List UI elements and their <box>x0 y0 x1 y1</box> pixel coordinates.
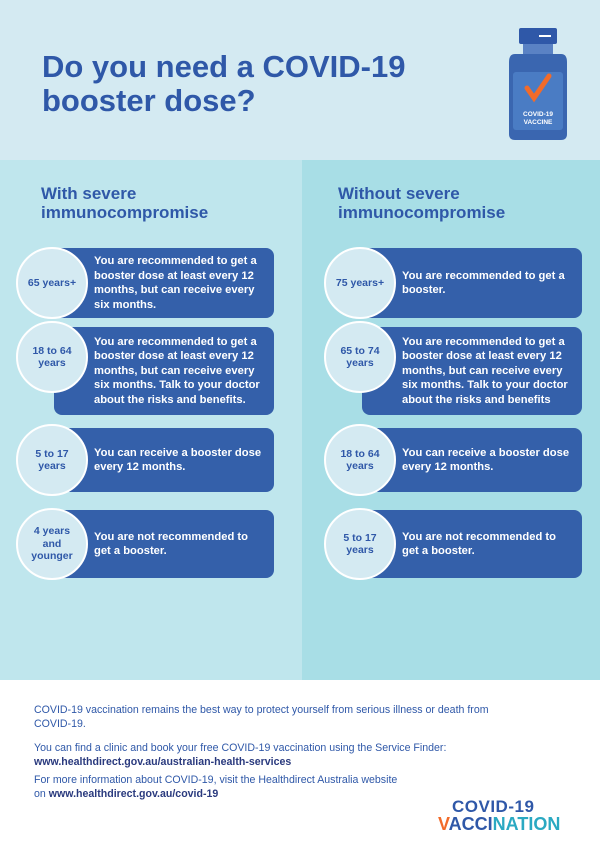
footer-paragraph-3 <box>34 774 404 801</box>
logo-acc: ACCI <box>448 814 493 834</box>
right-column <box>302 160 600 680</box>
left-row <box>16 428 274 492</box>
covid-info-link[interactable]: www.healthdirect.gov.au/covid-19 <box>48 787 219 800</box>
logo-check-v: V <box>438 814 449 834</box>
left-column <box>0 160 302 680</box>
vaccine-vial-icon <box>505 28 571 140</box>
covid-vaccination-logo <box>438 797 578 837</box>
logo-bottom-text <box>438 814 560 835</box>
age-group-label: 65 years+ <box>27 276 77 289</box>
age-group-label: 18 to 64 years <box>340 447 380 472</box>
vial-label-line1: COVID-19 <box>523 111 553 118</box>
age-group-badge <box>16 508 88 580</box>
age-group-label: 18 to 64 years <box>32 344 72 369</box>
age-group-badge <box>16 247 88 319</box>
age-group-badge <box>324 247 396 319</box>
recommendation-text: You are recommended to get a booster dose at least every 12 months, but can receive every six months. Talk to your doctor about the risks and benefits <box>402 335 568 406</box>
left-row <box>16 327 274 415</box>
footer-paragraph-2-text: You can find a clinic and book your free COVID-19 vaccination using the Service Finder: <box>34 742 447 754</box>
recommendation-card <box>54 327 274 415</box>
service-finder-link[interactable]: www.healthdirect.gov.au/australian-health-services <box>34 755 292 768</box>
age-group-badge <box>324 508 396 580</box>
page-title: Do you need a COVID-19 booster dose? <box>42 49 406 118</box>
right-row <box>324 248 582 318</box>
recommendation-text: You are recommended to get a booster dose at least every 12 months, but can receive every six months. Talk to your doctor about the risks and benefits. <box>94 335 260 406</box>
vial-label-line2: VACCINE <box>523 119 553 126</box>
age-group-label: 5 to 17 years <box>35 447 69 472</box>
right-row <box>324 428 582 492</box>
recommendation-card <box>362 327 582 415</box>
age-group-badge <box>16 321 88 393</box>
age-group-label: 4 years and younger <box>31 525 73 563</box>
age-group-badge <box>324 321 396 393</box>
recommendation-text: You are not recommended to get a booster. <box>94 530 248 557</box>
left-column-heading: With severe immunocompromise <box>41 184 209 222</box>
recommendation-text: You are recommended to get a booster. <box>402 269 565 296</box>
logo-top-text: COVID-19 <box>452 797 535 816</box>
right-row <box>324 327 582 415</box>
recommendation-text: You are not recommended to get a booster. <box>402 530 556 557</box>
footer-paragraph-1: COVID-19 vaccination remains the best way to protect yourself from serious illness or death from COVID-19. <box>34 704 489 730</box>
age-group-label: 75 years+ <box>335 276 385 289</box>
recommendation-text: You are recommended to get a booster dose at least every 12 months, but can receive every six months. <box>94 255 257 311</box>
recommendation-text: You can receive a booster dose every 12 months. <box>94 446 262 473</box>
recommendation-text: You can receive a booster dose every 12 months. <box>402 446 570 473</box>
age-group-badge <box>16 424 88 496</box>
footer-paragraph-2 <box>34 742 554 769</box>
right-row <box>324 510 582 578</box>
header-banner <box>0 0 600 160</box>
age-group-label: 65 to 74 years <box>340 344 380 369</box>
logo-nation: NATION <box>492 814 561 834</box>
right-column-heading: Without severe immunocompromise <box>338 184 506 222</box>
footer-paragraph-3-text: For more information about COVID-19, visit the Healthdirect Australia website on <box>34 774 398 800</box>
age-group-badge <box>324 424 396 496</box>
left-row <box>16 248 274 318</box>
left-row <box>16 510 274 578</box>
age-group-label: 5 to 17 years <box>343 531 377 556</box>
